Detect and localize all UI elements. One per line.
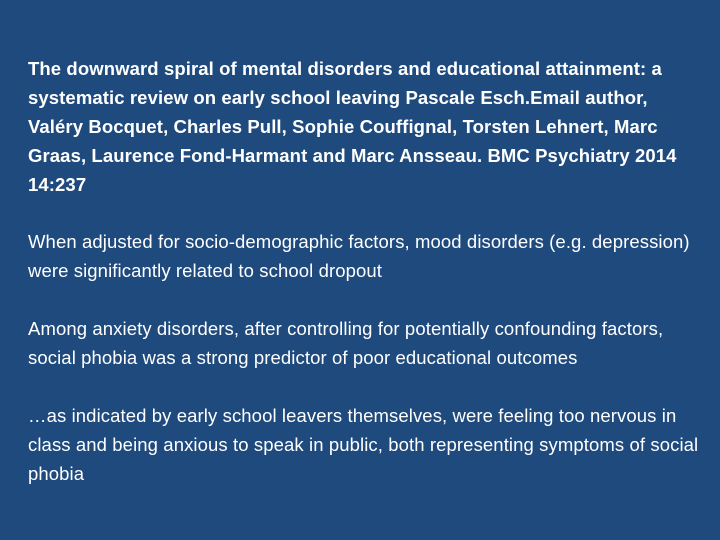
citation-text: The downward spiral of mental disorders and educational attainment: a systematic review on early school leaving Pascale Esch.Email author, Valéry Bocquet, Charles Pull, Sophie Couffignal, Torsten Lehnert, Marc Graas, Laurence Fond-Harmant and Marc Ansseau. BMC Psychiatry 2014 14:237 bbox=[28, 58, 677, 195]
paragraph-anxiety-disorders: Among anxiety disorders, after controlling for potentially confounding factors, social phobia was a strong predictor of poor educational outcomes bbox=[28, 318, 664, 368]
paragraph-social-phobia: …as indicated by early school leavers themselves, were feeling too nervous in class and being anxious to speak in public, both representing symptoms of social phobia bbox=[28, 405, 699, 484]
paragraph-mood-disorders: When adjusted for socio-demographic factors, mood disorders (e.g. depression) were significantly related to school dropout bbox=[28, 231, 690, 281]
slide-content bbox=[28, 54, 700, 488]
